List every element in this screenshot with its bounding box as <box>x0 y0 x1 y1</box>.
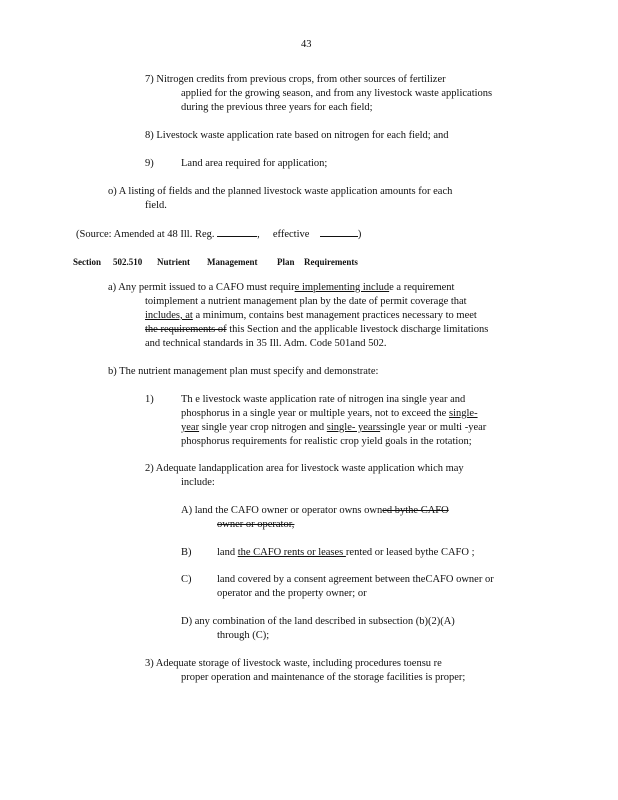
deleted-text: owner or operator, <box>217 519 295 530</box>
source-comma: , <box>257 229 260 240</box>
para-a-text: this Section and the applicable livestock discharge limitations <box>226 324 489 335</box>
b1-line-3 <box>181 421 486 434</box>
deleted-text: ed bythe CAFO <box>382 505 449 516</box>
bD-line-2: through (C); <box>217 630 270 641</box>
b1-line-1: Th e livestock waste application rate of nitrogen ina single year and <box>181 394 466 405</box>
para-a-line-1 <box>108 281 454 294</box>
section-title-word-1: Nutrient <box>157 257 190 267</box>
b1-number: 1) <box>145 394 154 405</box>
item-o-line-1: o) A listing of fields and the planned livestock waste application amounts for each <box>108 186 453 197</box>
para-b: b) The nutrient management plan must specify and demonstrate: <box>108 366 379 377</box>
b1-text: single year crop nitrogen and <box>199 422 327 433</box>
section-title-word-2: Management <box>207 257 258 267</box>
b1-text: phosphorus in a single year or multiple years, not to exceed the <box>181 408 449 419</box>
inserted-text: year <box>181 422 200 433</box>
para-a-line-4 <box>145 323 488 336</box>
b3-line-2: proper operation and maintenance of the storage facilities is proper; <box>181 672 466 683</box>
source-prefix: (Source: Amended at 48 Ill. Reg. <box>76 229 215 240</box>
bA-text: A) land the CAFO owner or operator owns own <box>181 505 383 516</box>
section-title-word-4: Requirements <box>304 257 358 267</box>
bA-line-1 <box>181 504 449 517</box>
item-o-line-2: field. <box>145 200 167 211</box>
item-7-line-1: 7) Nitrogen credits from previous crops, from other sources of fertilizer <box>145 74 446 85</box>
item-9-text: Land area required for application; <box>181 158 328 169</box>
para-a-text: a minimum, contains best management practices necessary to meet <box>192 310 477 321</box>
bB-number: B) <box>181 547 192 558</box>
bC-number: C) <box>181 574 192 585</box>
bA-line-2 <box>217 518 294 531</box>
inserted-text: single- years <box>326 422 381 433</box>
para-a-text: a) Any permit issued to a CAFO must requir <box>108 282 295 293</box>
page-number: 43 <box>301 39 312 50</box>
b1-line-2 <box>181 407 478 420</box>
source-note <box>76 226 361 241</box>
para-a-line-5: and technical standards in 35 Ill. Adm. Code 501and 502. <box>145 338 387 349</box>
inserted-text: single- <box>448 408 478 419</box>
para-a-line-3 <box>145 309 477 322</box>
para-a-line-2: toimplement a nutrient management plan by the date of permit coverage that <box>145 296 467 307</box>
b2-line-1: 2) Adequate landapplication area for livestock waste application which may <box>145 463 464 474</box>
bC-line-1: land covered by a consent agreement between theCAFO owner or <box>217 574 494 585</box>
section-label: Section <box>73 257 101 267</box>
item-7-line-2: applied for the growing season, and from any livestock waste applications <box>181 88 493 99</box>
item-8: 8) Livestock waste application rate based on nitrogen for each field; and <box>145 130 449 141</box>
source-close: ) <box>357 229 362 240</box>
item-9-number: 9) <box>145 158 154 169</box>
inserted-text: the CAFO rents or leases <box>237 547 346 558</box>
b1-line-4: phosphorus requirements for realistic crop yield goals in the rotation; <box>181 436 472 447</box>
bC-line-2: operator and the property owner; or <box>217 588 367 599</box>
deleted-text: the requirements of <box>145 324 227 335</box>
source-effective: effective <box>272 229 310 240</box>
source-blank-2 <box>320 226 358 237</box>
para-a-text: e a requirement <box>389 282 455 293</box>
section-title-word-3: Plan <box>277 257 295 267</box>
bB-text: rented or leased bythe CAFO ; <box>345 547 475 558</box>
section-number: 502.510 <box>113 257 143 267</box>
inserted-text: includes, at <box>145 310 193 321</box>
inserted-text: e implementing includ <box>294 282 390 293</box>
b2-line-2: include: <box>181 477 215 488</box>
b1-text: single year or multi -year <box>380 422 487 433</box>
b3-line-1: 3) Adequate storage of livestock waste, including procedures toensu re <box>145 658 442 669</box>
bB-line <box>217 546 475 559</box>
source-blank-1 <box>217 226 257 237</box>
bD-line-1: D) any combination of the land described in subsection (b)(2)(A) <box>181 616 455 627</box>
item-7-line-3: during the previous three years for each field; <box>181 102 373 113</box>
bB-text: land <box>217 547 238 558</box>
